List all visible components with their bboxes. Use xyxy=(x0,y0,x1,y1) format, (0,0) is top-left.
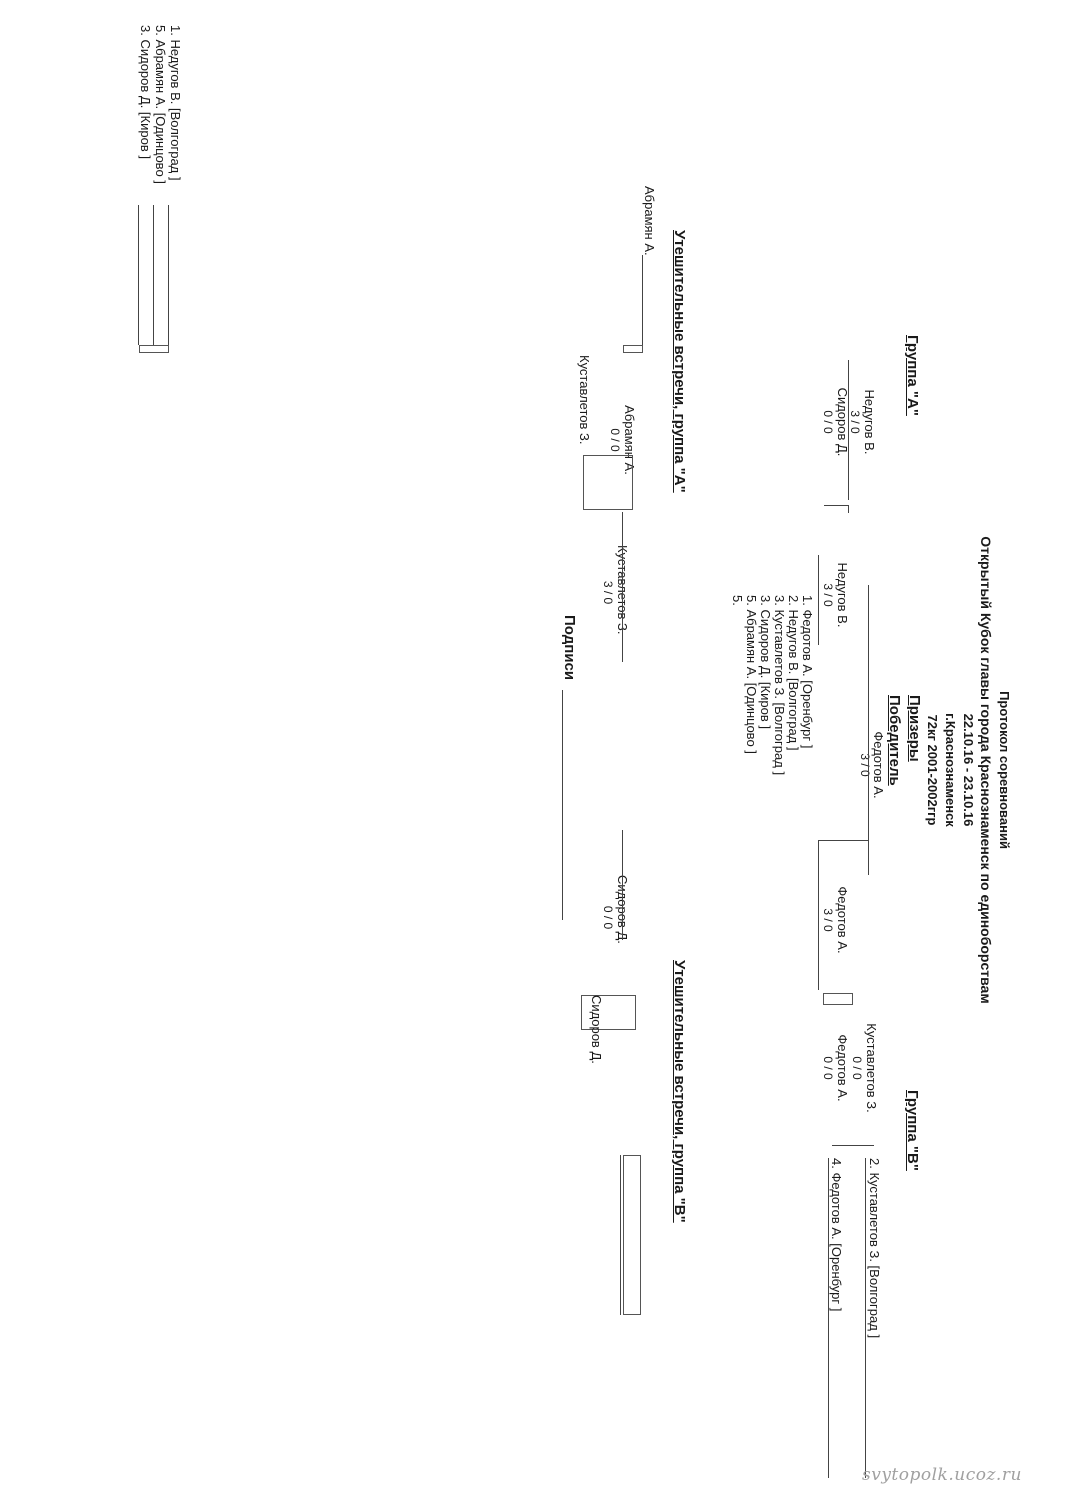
match-player: Куставлетов З. xyxy=(864,1023,879,1113)
match-player: Недугов В. xyxy=(862,389,877,455)
bracket-box xyxy=(139,345,169,353)
match-player: Федотов А. xyxy=(835,1034,850,1102)
group-a-title: Группа "А" xyxy=(904,335,921,416)
cons-b-final-player: Сидоров Д. xyxy=(615,875,630,944)
prize-entry: 3. Куставлетов З. [Волгоград ] xyxy=(772,595,787,776)
match-player: Сидоров Д. xyxy=(835,387,850,457)
winner-line xyxy=(868,585,869,875)
group-b-final-player: Федотов А. xyxy=(835,886,850,954)
bracket-line xyxy=(819,840,869,841)
bracket-line xyxy=(642,255,643,345)
competition-name: Открытый Кубок главы города Краснознаменск по единоборствам xyxy=(978,536,994,1004)
bracket-box xyxy=(823,993,853,1005)
group-a-entry: 3. Сидоров Д. [Киров ] xyxy=(138,25,153,159)
bracket-line xyxy=(168,205,169,345)
bracket-box xyxy=(623,345,643,353)
group-a-entry: 5. Абрамян А. [Одинцово ] xyxy=(153,25,168,184)
cons-a-title: Утешительные встречи, группа "А" xyxy=(671,230,688,493)
match-score: 0 / 0 xyxy=(850,1056,864,1080)
group-b-final-score: 3 / 0 xyxy=(821,908,835,932)
bracket-line xyxy=(828,1158,829,1478)
prizes-title: Призеры xyxy=(906,695,923,762)
cons-a-player: Куставлетов З. xyxy=(577,355,592,445)
bracket-line xyxy=(622,830,623,940)
bracket-line xyxy=(824,505,849,506)
cons-b-final-score: 0 / 0 xyxy=(601,905,615,930)
cons-b-player: Сидоров Д. xyxy=(589,995,604,1064)
winner-title: Победитель xyxy=(886,695,903,786)
bracket-line xyxy=(138,205,139,345)
group-b-entry: 2. Куставлетов З. [Волгоград ] xyxy=(867,1158,882,1339)
cons-a-final-score: 3 / 0 xyxy=(601,580,615,605)
bracket-box xyxy=(583,455,633,510)
match-score: 3 / 0 xyxy=(848,410,862,434)
bracket-line xyxy=(832,1145,874,1146)
signature-line xyxy=(562,690,563,920)
group-b-title: Группа "В" xyxy=(904,1090,921,1171)
bracket-line xyxy=(818,840,819,990)
group-a-final-player: Недугов В. xyxy=(835,562,850,628)
cons-a-player: Абрамян А. xyxy=(622,405,637,475)
cons-a-score: 0 / 0 xyxy=(608,428,622,452)
signatures-label: Подписи xyxy=(561,615,578,681)
prize-entry: 5. Абрамян А. [Одинцово ] xyxy=(744,595,759,754)
match-score: 0 / 0 xyxy=(821,410,835,434)
group-a-final-score: 3 / 0 xyxy=(821,583,835,607)
bracket-line xyxy=(153,205,154,345)
cons-a-final-player: Куставлетов З. xyxy=(615,545,630,635)
prize-entry: 2. Недугов В. [Волгоград ] xyxy=(786,595,801,751)
protocol-title: Протокол соревнований xyxy=(997,691,1012,849)
group-b-entry: 4. Федотов А. [Оренбург ] xyxy=(829,1158,844,1312)
prize-entry: 5. xyxy=(730,595,745,606)
bracket-box xyxy=(623,1155,641,1315)
prize-entry: 1. Федотов А. [Оренбург ] xyxy=(800,595,815,749)
weight-category: 72кг 2001-2002ггр xyxy=(925,714,940,826)
prize-entry: 3. Сидоров Д. [Киров ] xyxy=(758,595,773,729)
bracket-line xyxy=(848,505,849,513)
winner-score: 3 / 0 xyxy=(858,753,872,777)
competition-dates: 22.10.16 - 23.10.16 xyxy=(961,713,976,827)
cons-a-player: Абрамян А. xyxy=(642,186,657,256)
watermark: svytopolk.ucoz.ru xyxy=(862,1465,1022,1485)
bracket-line xyxy=(620,1155,621,1315)
bracket-line xyxy=(622,512,623,662)
bracket-line xyxy=(818,555,819,645)
competition-city: г.Краснознаменск xyxy=(943,713,958,827)
bracket-line xyxy=(848,360,849,500)
match-score: 0 / 0 xyxy=(821,1056,835,1080)
bracket-line xyxy=(865,1158,866,1478)
group-a-entry: 1. Недугов В. [Волгоград ] xyxy=(168,25,183,181)
winner-name: Федотов А. xyxy=(871,731,886,799)
cons-b-title: Утешительные встречи, группа "В" xyxy=(671,960,688,1223)
